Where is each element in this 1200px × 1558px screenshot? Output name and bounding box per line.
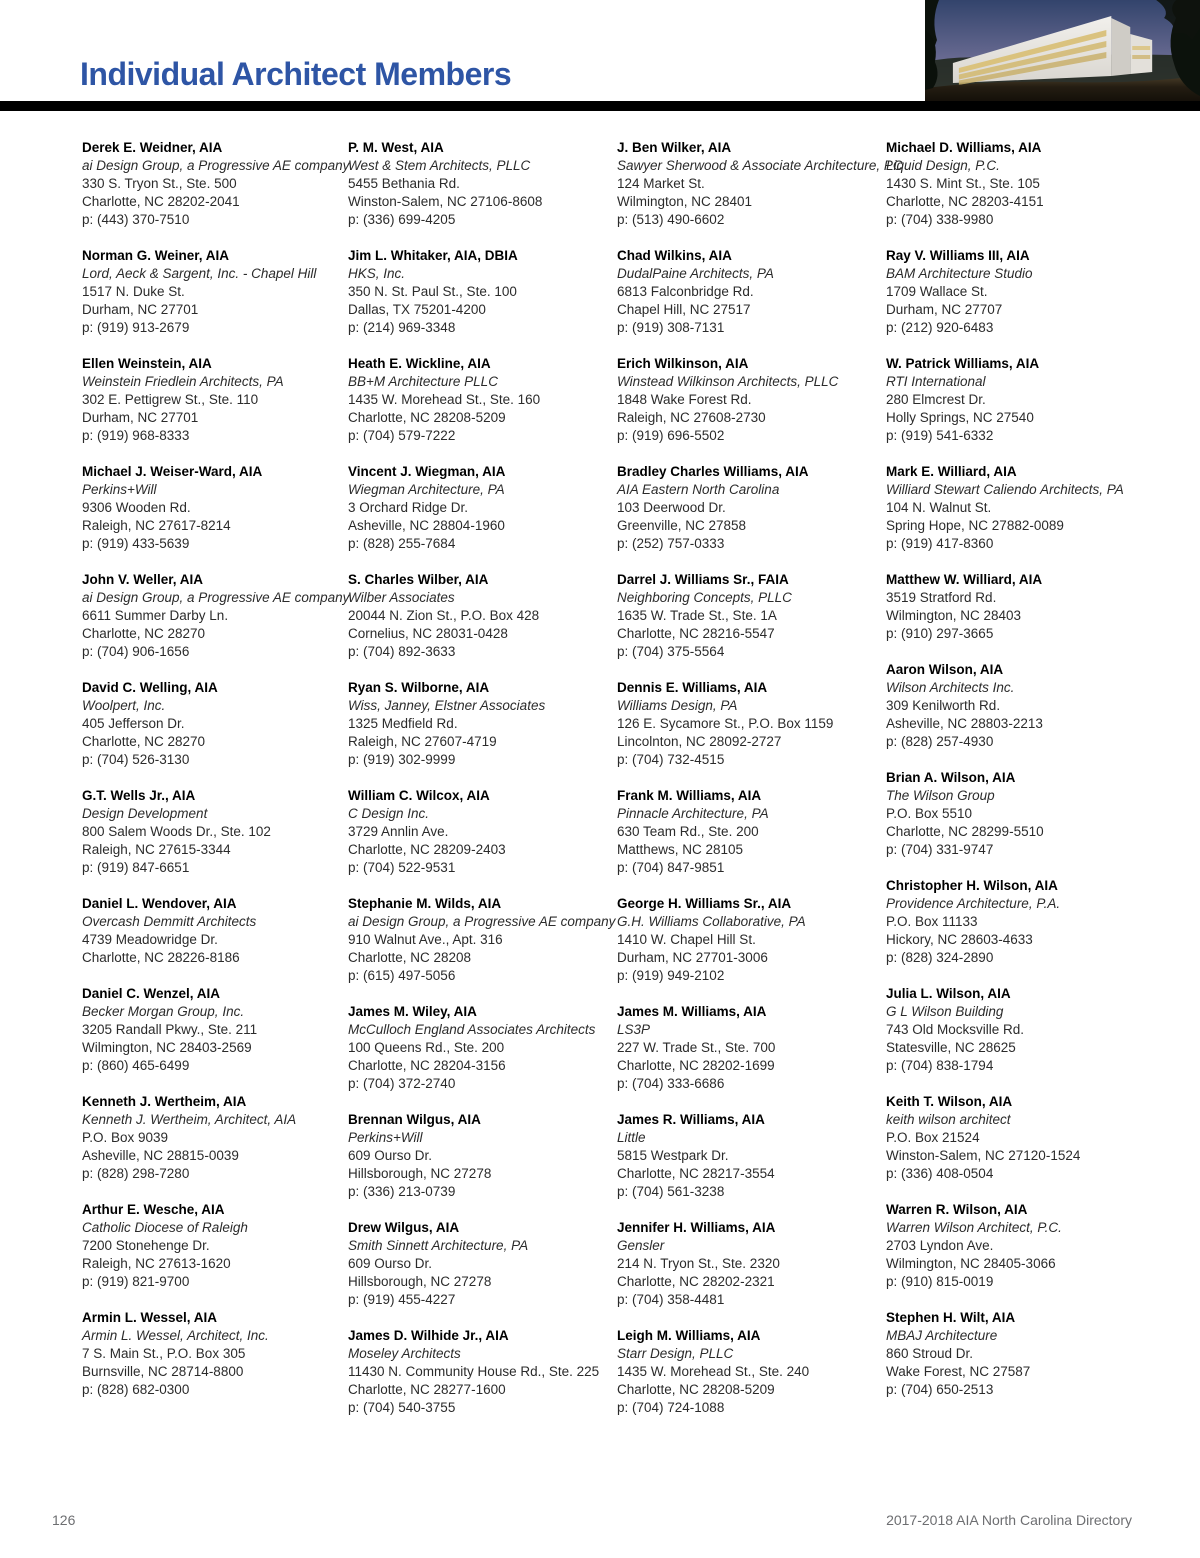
member-address-line: Wake Forest, NC 27587 — [886, 1364, 1031, 1379]
member-entry — [348, 1219, 617, 1309]
member-phone: p: (919) 696-5502 — [617, 428, 725, 443]
member-entry — [886, 661, 1158, 751]
member-address-line: Raleigh, NC 27617-8214 — [82, 518, 231, 533]
member-phone: p: (704) 358-4481 — [617, 1292, 725, 1307]
member-entry — [617, 571, 886, 661]
page-header — [0, 0, 1200, 112]
member-entry — [82, 247, 348, 337]
member-address-line: 1517 N. Duke St. — [82, 284, 185, 299]
member-phone: p: (704) 331-9747 — [886, 842, 994, 857]
member-name: James M. Wiley, AIA — [348, 1004, 477, 1019]
member-address-line: Winston-Salem, NC 27106-8608 — [348, 194, 543, 209]
member-address-line: Durham, NC 27701-3006 — [617, 950, 768, 965]
member-phone: p: (704) 375-5564 — [617, 644, 725, 659]
building-photo — [925, 0, 1200, 103]
member-address-line: 7 S. Main St., P.O. Box 305 — [82, 1346, 246, 1361]
member-entry — [82, 571, 348, 661]
member-entry — [886, 247, 1158, 337]
member-address-line: Charlotte, NC 28202-2041 — [82, 194, 240, 209]
member-address-line: 3519 Stratford Rd. — [886, 590, 997, 605]
member-name: Brennan Wilgus, AIA — [348, 1112, 481, 1127]
member-name: Stephanie M. Wilds, AIA — [348, 896, 502, 911]
member-address-line: Wilmington, NC 28401 — [617, 194, 753, 209]
member-address-line: Matthews, NC 28105 — [617, 842, 744, 857]
member-address-line: Hickory, NC 28603-4633 — [886, 932, 1033, 947]
member-entry — [886, 139, 1158, 229]
member-firm: AIA Eastern North Carolina — [617, 482, 780, 497]
member-address-line: Asheville, NC 28803-2213 — [886, 716, 1043, 731]
member-address-line: Durham, NC 27707 — [886, 302, 1003, 317]
member-name: Armin L. Wessel, AIA — [82, 1310, 218, 1325]
member-name: James M. Williams, AIA — [617, 1004, 767, 1019]
member-address-line: Charlotte, NC 28277-1600 — [348, 1382, 506, 1397]
member-address-line: 9306 Wooden Rd. — [82, 500, 191, 515]
member-entry — [348, 571, 617, 661]
member-entry — [617, 1111, 886, 1201]
member-firm: G.H. Williams Collaborative, PA — [617, 914, 806, 929]
member-firm: BB+M Architecture PLLC — [348, 374, 498, 389]
member-name: J. Ben Wilker, AIA — [617, 140, 732, 155]
member-address-line: Raleigh, NC 27608-2730 — [617, 410, 766, 425]
member-address-line: 309 Kenilworth Rd. — [886, 698, 1001, 713]
member-entry — [348, 1003, 617, 1093]
member-firm: Gensler — [617, 1238, 665, 1253]
member-entry — [82, 1093, 348, 1183]
member-address-line: Wilmington, NC 28403 — [886, 608, 1022, 623]
member-entry — [82, 1201, 348, 1291]
member-firm: Wilson Architects Inc. — [886, 680, 1015, 695]
member-address-line: 405 Jefferson Dr. — [82, 716, 185, 731]
member-firm: MBAJ Architecture — [886, 1328, 998, 1343]
member-address-line: Charlotte, NC 28202-1699 — [617, 1058, 775, 1073]
member-directory — [82, 139, 1158, 1435]
member-entry — [348, 247, 617, 337]
member-name: Ellen Weinstein, AIA — [82, 356, 212, 371]
member-firm: Smith Sinnett Architecture, PA — [348, 1238, 529, 1253]
member-firm: Starr Design, PLLC — [617, 1346, 734, 1361]
member-name: Bradley Charles Williams, AIA — [617, 464, 809, 479]
member-address-line: 3 Orchard Ridge Dr. — [348, 500, 469, 515]
member-entry — [617, 139, 903, 229]
member-name: Heath E. Wickline, AIA — [348, 356, 491, 371]
member-phone: p: (919) 847-6651 — [82, 860, 190, 875]
member-name: James D. Wilhide Jr., AIA — [348, 1328, 509, 1343]
member-name: S. Charles Wilber, AIA — [348, 572, 489, 587]
member-firm: Williams Design, PA — [617, 698, 738, 713]
member-address-line: 1410 W. Chapel Hill St. — [617, 932, 756, 947]
member-firm: Kenneth J. Wertheim, Architect, AIA — [82, 1112, 297, 1127]
member-entry — [617, 895, 886, 985]
member-name: Daniel L. Wendover, AIA — [82, 896, 237, 911]
member-firm: Williard Stewart Caliendo Architects, PA — [886, 482, 1124, 497]
member-name: G.T. Wells Jr., AIA — [82, 788, 196, 803]
member-address-line: Chapel Hill, NC 27517 — [617, 302, 751, 317]
member-address-line: 280 Elmcrest Dr. — [886, 392, 986, 407]
member-phone: p: (252) 757-0333 — [617, 536, 725, 551]
member-entry — [348, 1327, 617, 1417]
member-address-line: Holly Springs, NC 27540 — [886, 410, 1034, 425]
member-phone: p: (919) 541-6332 — [886, 428, 994, 443]
member-phone: p: (704) 540-3755 — [348, 1400, 456, 1415]
member-firm: Wiss, Janney, Elstner Associates — [348, 698, 546, 713]
member-address-line: Durham, NC 27701 — [82, 410, 199, 425]
member-phone: p: (919) 968-8333 — [82, 428, 190, 443]
member-phone: p: (336) 408-0504 — [886, 1166, 994, 1181]
member-phone: p: (704) 732-4515 — [617, 752, 725, 767]
member-name: James R. Williams, AIA — [617, 1112, 765, 1127]
member-name: Mark E. Williard, AIA — [886, 464, 1017, 479]
member-address-line: P.O. Box 9039 — [82, 1130, 169, 1145]
member-address-line: 2703 Lyndon Ave. — [886, 1238, 994, 1253]
member-address-line: 227 W. Trade St., Ste. 700 — [617, 1040, 776, 1055]
member-firm: keith wilson architect — [886, 1112, 1011, 1127]
member-firm: Moseley Architects — [348, 1346, 461, 1361]
member-address-line: Charlotte, NC 28204-3156 — [348, 1058, 506, 1073]
member-address-line: 1848 Wake Forest Rd. — [617, 392, 752, 407]
member-firm: Neighboring Concepts, PLLC — [617, 590, 792, 605]
member-phone: p: (704) 724-1088 — [617, 1400, 725, 1415]
member-address-line: Charlotte, NC 28208-5209 — [617, 1382, 775, 1397]
member-address-line: Spring Hope, NC 27882-0089 — [886, 518, 1064, 533]
member-phone: p: (919) 913-2679 — [82, 320, 190, 335]
member-address-line: Burnsville, NC 28714-8800 — [82, 1364, 244, 1379]
member-address-line: 860 Stroud Dr. — [886, 1346, 974, 1361]
member-entry — [348, 1111, 617, 1201]
member-firm: ai Design Group, a Progressive AE company — [348, 914, 616, 929]
member-name: W. Patrick Williams, AIA — [886, 356, 1040, 371]
member-address-line: 20044 N. Zion St., P.O. Box 428 — [348, 608, 540, 623]
member-address-line: Charlotte, NC 28203-4151 — [886, 194, 1044, 209]
member-firm: Design Development — [82, 806, 208, 821]
member-firm: McCulloch England Associates Architects — [348, 1022, 596, 1037]
member-name: George H. Williams Sr., AIA — [617, 896, 792, 911]
member-name: David C. Welling, AIA — [82, 680, 218, 695]
member-phone: p: (919) 302-9999 — [348, 752, 456, 767]
member-address-line: Winston-Salem, NC 27120-1524 — [886, 1148, 1081, 1163]
member-address-line: Hillsborough, NC 27278 — [348, 1166, 492, 1181]
member-phone: p: (860) 465-6499 — [82, 1058, 190, 1073]
page-title: Individual Architect Members — [80, 56, 512, 92]
member-name: Erich Wilkinson, AIA — [617, 356, 749, 371]
member-name: Dennis E. Williams, AIA — [617, 680, 768, 695]
member-name: Julia L. Wilson, AIA — [886, 986, 1011, 1001]
member-firm: DudalPaine Architects, PA — [617, 266, 774, 281]
member-name: Matthew W. Williard, AIA — [886, 572, 1043, 587]
member-entry — [886, 355, 1158, 445]
member-firm: Wilber Associates — [348, 590, 455, 605]
member-entry — [617, 463, 886, 553]
member-entry — [886, 1093, 1158, 1183]
member-address-line: 1709 Wallace St. — [886, 284, 988, 299]
member-firm: Pinnacle Architecture, PA — [617, 806, 769, 821]
member-address-line: 4739 Meadowridge Dr. — [82, 932, 218, 947]
member-address-line: 7200 Stonehenge Dr. — [82, 1238, 210, 1253]
member-phone: p: (704) 579-7222 — [348, 428, 456, 443]
member-entry — [348, 139, 617, 229]
member-firm: The Wilson Group — [886, 788, 995, 803]
member-address-line: 126 E. Sycamore St., P.O. Box 1159 — [617, 716, 834, 731]
member-name: Warren R. Wilson, AIA — [886, 1202, 1028, 1217]
header-divider-bar — [0, 101, 1200, 111]
member-name: Michael D. Williams, AIA — [886, 140, 1042, 155]
member-address-line: 3205 Randall Pkwy., Ste. 211 — [82, 1022, 258, 1037]
member-firm: C Design Inc. — [348, 806, 430, 821]
member-address-line: Charlotte, NC 28208 — [348, 950, 472, 965]
member-address-line: 104 N. Walnut St. — [886, 500, 992, 515]
member-address-line: Charlotte, NC 28270 — [82, 626, 206, 641]
member-address-line: Charlotte, NC 28202-2321 — [617, 1274, 775, 1289]
member-phone: p: (704) 847-9851 — [617, 860, 725, 875]
member-name: Norman G. Weiner, AIA — [82, 248, 230, 263]
member-firm: Becker Morgan Group, Inc. — [82, 1004, 245, 1019]
member-firm: BAM Architecture Studio — [886, 266, 1033, 281]
member-address-line: Charlotte, NC 28217-3554 — [617, 1166, 775, 1181]
directory-column-2 — [348, 139, 617, 1435]
member-phone: p: (704) 561-3238 — [617, 1184, 725, 1199]
member-address-line: 800 Salem Woods Dr., Ste. 102 — [82, 824, 271, 839]
member-address-line: 100 Queens Rd., Ste. 200 — [348, 1040, 505, 1055]
member-entry — [348, 463, 617, 553]
directory-column-3 — [617, 139, 903, 1435]
member-phone: p: (704) 338-9980 — [886, 212, 994, 227]
member-firm: ai Design Group, a Progressive AE company — [82, 590, 350, 605]
member-name: Jim L. Whitaker, AIA, DBIA — [348, 248, 518, 263]
member-firm: Overcash Demmitt Architects — [82, 914, 257, 929]
member-address-line: 11430 N. Community House Rd., Ste. 225 — [348, 1364, 600, 1379]
member-address-line: 6611 Summer Darby Ln. — [82, 608, 229, 623]
member-address-line: 103 Deerwood Dr. — [617, 500, 726, 515]
member-address-line: Charlotte, NC 28209-2403 — [348, 842, 506, 857]
member-address-line: Wilmington, NC 28403-2569 — [82, 1040, 252, 1055]
member-entry — [617, 247, 886, 337]
member-phone: p: (336) 699-4205 — [348, 212, 456, 227]
member-firm: Little — [617, 1130, 646, 1145]
member-name: Ryan S. Wilborne, AIA — [348, 680, 490, 695]
member-address-line: Charlotte, NC 28208-5209 — [348, 410, 506, 425]
member-phone: p: (704) 838-1794 — [886, 1058, 994, 1073]
member-entry — [82, 1309, 348, 1399]
member-entry — [82, 895, 348, 967]
member-name: Drew Wilgus, AIA — [348, 1220, 460, 1235]
member-address-line: 1435 W. Morehead St., Ste. 160 — [348, 392, 541, 407]
member-phone: p: (704) 372-2740 — [348, 1076, 456, 1091]
member-name: Jennifer H. Williams, AIA — [617, 1220, 776, 1235]
member-firm: Wiegman Architecture, PA — [348, 482, 505, 497]
member-phone: p: (910) 815-0019 — [886, 1274, 994, 1289]
member-name: Frank M. Williams, AIA — [617, 788, 762, 803]
member-firm: Warren Wilson Architect, P.C. — [886, 1220, 1062, 1235]
member-name: Daniel C. Wenzel, AIA — [82, 986, 221, 1001]
member-phone: p: (910) 297-3665 — [886, 626, 994, 641]
member-address-line: 609 Ourso Dr. — [348, 1148, 433, 1163]
member-entry — [886, 877, 1158, 967]
member-address-line: 330 S. Tryon St., Ste. 500 — [82, 176, 237, 191]
member-phone: p: (919) 308-7131 — [617, 320, 725, 335]
member-name: Kenneth J. Wertheim, AIA — [82, 1094, 247, 1109]
member-phone: p: (336) 213-0739 — [348, 1184, 456, 1199]
member-phone: p: (828) 324-2890 — [886, 950, 994, 965]
member-firm: Lord, Aeck & Sargent, Inc. - Chapel Hill — [82, 266, 317, 281]
member-name: Keith T. Wilson, AIA — [886, 1094, 1013, 1109]
member-entry — [886, 1309, 1158, 1399]
member-address-line: Charlotte, NC 28226-8186 — [82, 950, 240, 965]
member-phone: p: (704) 892-3633 — [348, 644, 456, 659]
member-entry — [82, 787, 348, 877]
member-address-line: 630 Team Rd., Ste. 200 — [617, 824, 759, 839]
member-phone: p: (443) 370-7510 — [82, 212, 190, 227]
member-entry — [617, 355, 886, 445]
member-firm: LS3P — [617, 1022, 651, 1037]
member-phone: p: (828) 682-0300 — [82, 1382, 190, 1397]
member-address-line: Charlotte, NC 28270 — [82, 734, 206, 749]
member-address-line: Cornelius, NC 28031-0428 — [348, 626, 508, 641]
member-name: Leigh M. Williams, AIA — [617, 1328, 761, 1343]
member-entry — [886, 571, 1158, 643]
member-address-line: 124 Market St. — [617, 176, 705, 191]
member-entry — [617, 1003, 886, 1093]
member-firm: Perkins+Will — [348, 1130, 423, 1145]
member-entry — [886, 985, 1158, 1075]
member-phone: p: (513) 490-6602 — [617, 212, 725, 227]
member-entry — [617, 1219, 886, 1309]
member-address-line: 609 Ourso Dr. — [348, 1256, 433, 1271]
member-address-line: 1435 W. Morehead St., Ste. 240 — [617, 1364, 810, 1379]
member-entry — [82, 985, 348, 1075]
member-address-line: 910 Walnut Ave., Apt. 316 — [348, 932, 503, 947]
member-name: William C. Wilcox, AIA — [348, 788, 490, 803]
member-name: P. M. West, AIA — [348, 140, 444, 155]
member-name: Ray V. Williams III, AIA — [886, 248, 1030, 263]
member-firm: ai Design Group, a Progressive AE company — [82, 158, 350, 173]
member-address-line: Statesville, NC 28625 — [886, 1040, 1016, 1055]
member-address-line: 302 E. Pettigrew St., Ste. 110 — [82, 392, 259, 407]
member-firm: Liquid Design, P.C. — [886, 158, 1000, 173]
member-name: Aaron Wilson, AIA — [886, 662, 1004, 677]
member-name: Vincent J. Wiegman, AIA — [348, 464, 506, 479]
directory-column-1 — [82, 139, 348, 1435]
member-phone: p: (704) 906-1656 — [82, 644, 190, 659]
member-firm: West & Stem Architects, PLLC — [348, 158, 531, 173]
member-address-line: Hillsborough, NC 27278 — [348, 1274, 492, 1289]
member-name: Derek E. Weidner, AIA — [82, 140, 223, 155]
member-firm: Winstead Wilkinson Architects, PLLC — [617, 374, 839, 389]
member-entry — [82, 355, 348, 445]
member-address-line: 6813 Falconbridge Rd. — [617, 284, 754, 299]
member-entry — [348, 787, 617, 877]
member-phone: p: (615) 497-5056 — [348, 968, 456, 983]
member-address-line: Asheville, NC 28815-0039 — [82, 1148, 239, 1163]
page-number: 126 — [52, 1512, 76, 1528]
member-address-line: 5455 Bethania Rd. — [348, 176, 460, 191]
member-name: Christopher H. Wilson, AIA — [886, 878, 1058, 893]
member-name: Arthur E. Wesche, AIA — [82, 1202, 225, 1217]
footer-directory-title: 2017-2018 AIA North Carolina Directory — [886, 1512, 1132, 1528]
member-entry — [617, 1327, 886, 1417]
member-entry — [348, 895, 617, 985]
member-address-line: 3729 Annlin Ave. — [348, 824, 449, 839]
member-entry — [617, 679, 886, 769]
member-firm: G L Wilson Building — [886, 1004, 1004, 1019]
member-address-line: Charlotte, NC 28216-5547 — [617, 626, 775, 641]
member-firm: Armin L. Wessel, Architect, Inc. — [82, 1328, 269, 1343]
member-address-line: 350 N. St. Paul St., Ste. 100 — [348, 284, 517, 299]
member-address-line: 5815 Westpark Dr. — [617, 1148, 729, 1163]
member-address-line: Durham, NC 27701 — [82, 302, 199, 317]
member-address-line: Raleigh, NC 27613-1620 — [82, 1256, 231, 1271]
member-address-line: Dallas, TX 75201-4200 — [348, 302, 486, 317]
member-address-line: Greenville, NC 27858 — [617, 518, 747, 533]
member-address-line: 1430 S. Mint St., Ste. 105 — [886, 176, 1040, 191]
member-phone: p: (212) 920-6483 — [886, 320, 994, 335]
member-firm: Sawyer Sherwood & Associate Architecture, PC — [617, 158, 903, 173]
member-phone: p: (828) 298-7280 — [82, 1166, 190, 1181]
member-firm: RTI International — [886, 374, 986, 389]
member-phone: p: (704) 526-3130 — [82, 752, 190, 767]
member-firm: Woolpert, Inc. — [82, 698, 166, 713]
member-name: Stephen H. Wilt, AIA — [886, 1310, 1016, 1325]
member-entry — [348, 679, 617, 769]
member-address-line: Charlotte, NC 28299-5510 — [886, 824, 1044, 839]
member-entry — [348, 355, 617, 445]
member-firm: HKS, Inc. — [348, 266, 406, 281]
member-phone: p: (828) 257-4930 — [886, 734, 994, 749]
member-phone: p: (919) 949-2102 — [617, 968, 725, 983]
member-phone: p: (704) 333-6686 — [617, 1076, 725, 1091]
member-phone: p: (704) 522-9531 — [348, 860, 456, 875]
member-phone: p: (919) 417-8360 — [886, 536, 994, 551]
member-address-line: Lincolnton, NC 28092-2727 — [617, 734, 782, 749]
directory-column-4 — [886, 139, 1158, 1435]
member-address-line: Asheville, NC 28804-1960 — [348, 518, 505, 533]
member-phone: p: (919) 821-9700 — [82, 1274, 190, 1289]
member-firm: Perkins+Will — [82, 482, 157, 497]
member-firm: Catholic Diocese of Raleigh — [82, 1220, 248, 1235]
member-address-line: 214 N. Tryon St., Ste. 2320 — [617, 1256, 780, 1271]
member-name: John V. Weller, AIA — [82, 572, 204, 587]
member-entry — [886, 1201, 1158, 1291]
member-phone: p: (214) 969-3348 — [348, 320, 456, 335]
member-address-line: Raleigh, NC 27615-3344 — [82, 842, 231, 857]
member-name: Michael J. Weiser-Ward, AIA — [82, 464, 263, 479]
member-entry — [886, 463, 1158, 553]
member-address-line: P.O. Box 11133 — [886, 914, 978, 929]
member-address-line: 1325 Medfield Rd. — [348, 716, 458, 731]
member-address-line: Raleigh, NC 27607-4719 — [348, 734, 497, 749]
member-firm: Providence Architecture, P.A. — [886, 896, 1061, 911]
member-entry — [82, 139, 348, 229]
member-entry — [617, 787, 886, 877]
member-entry — [82, 463, 348, 553]
member-name: Chad Wilkins, AIA — [617, 248, 732, 263]
member-phone: p: (828) 255-7684 — [348, 536, 456, 551]
member-address-line: Wilmington, NC 28405-3066 — [886, 1256, 1056, 1271]
member-entry — [886, 769, 1158, 859]
member-phone: p: (919) 433-5639 — [82, 536, 190, 551]
member-address-line: P.O. Box 5510 — [886, 806, 973, 821]
member-address-line: P.O. Box 21524 — [886, 1130, 980, 1145]
member-address-line: 743 Old Mocksville Rd. — [886, 1022, 1025, 1037]
member-entry — [82, 679, 348, 769]
member-name: Brian A. Wilson, AIA — [886, 770, 1016, 785]
member-phone: p: (704) 650-2513 — [886, 1382, 994, 1397]
member-firm: Weinstein Friedlein Architects, PA — [82, 374, 284, 389]
member-phone: p: (919) 455-4227 — [348, 1292, 456, 1307]
member-address-line: 1635 W. Trade St., Ste. 1A — [617, 608, 777, 623]
member-name: Darrel J. Williams Sr., FAIA — [617, 572, 789, 587]
